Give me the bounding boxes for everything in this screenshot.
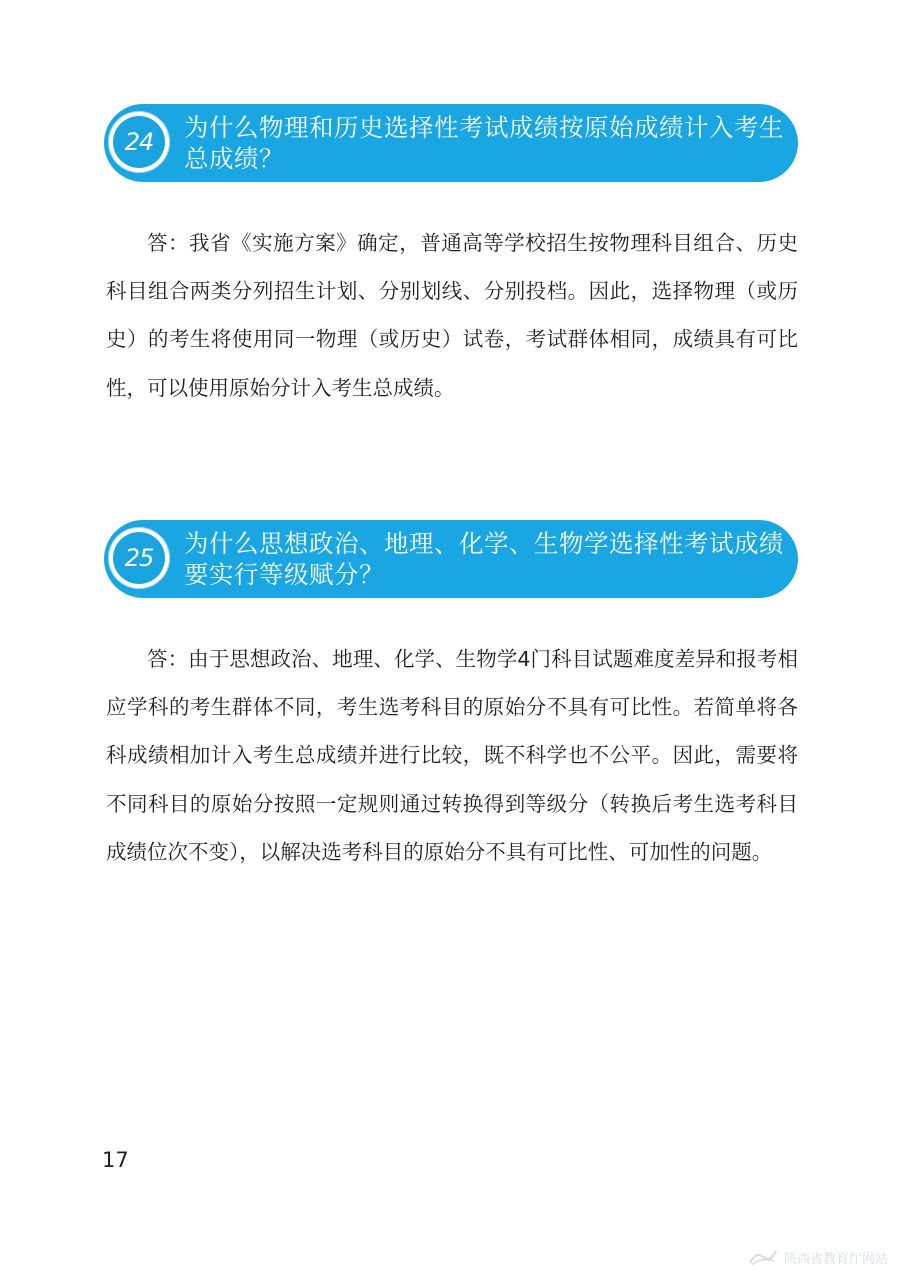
page-number: 17: [102, 1148, 129, 1172]
question-title: 为什么思想政治、地理、化学、生物学选择性考试成绩要实行等级赋分？: [184, 529, 784, 589]
education-logo-icon: [748, 1247, 778, 1267]
answer-paragraph: 答：由于思想政治、地理、化学、生物学4门科目试题难度差异和报考相应学科的考生群体不同，考生选考科目的原始分不具有可比性。若简单将各科成绩相加计入考生总成绩并进行比较，既不科学也不公平。因此，需要将不同科目的原始分按照一定规则通过转换得到等级分（转换后考生选考科目成绩位次不变），以解决选考科目的原始分不具有可比性、可加性的问题。: [106, 647, 798, 864]
watermark-text: 陕西省教育厅网站: [783, 1251, 888, 1267]
question-number-badge: [108, 527, 170, 589]
answer-paragraph: 答：我省《实施方案》确定，普通高等学校招生按物理科目组合、历史科目组合两类分列招生计划、分别划线、分别投档。因此，选择物理（或历史）的考生将使用同一物理（或历史）试卷，考试群体相同，成绩具有可比性，可以使用原始分计入考生总成绩。: [106, 231, 798, 400]
question-title: 为什么物理和历史选择性考试成绩按原始成绩计入考生总成绩？: [184, 113, 784, 173]
question-number-badge: [108, 111, 170, 173]
question-24-header: [104, 104, 798, 182]
question-25-header: [104, 520, 798, 598]
watermark: [748, 1247, 888, 1267]
question-number: 24: [113, 116, 165, 168]
question-number: 25: [113, 532, 165, 584]
